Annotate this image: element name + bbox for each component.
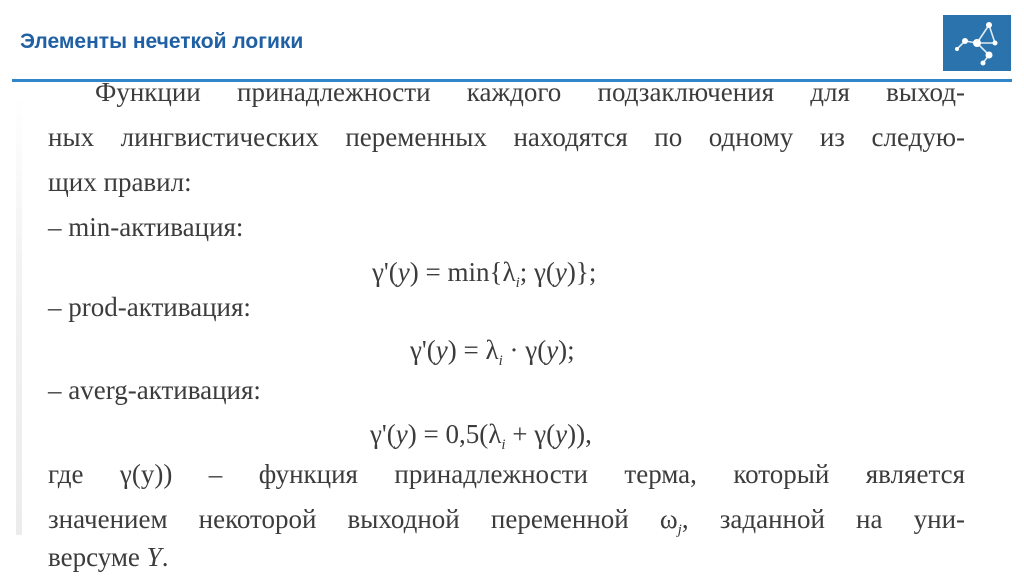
paragraph-line: значением некоторой выходной переменной $\omega_j$, заданной на уни- <box>48 504 966 538</box>
paragraph-line: Функции принадлежности каждого подзаключения для выход- <box>95 77 965 107</box>
list-item: – min-активация: <box>48 212 244 242</box>
paragraph-line: щих правил: <box>48 167 192 197</box>
formula-averg: $\gamma'(y) = 0,5(\lambda_i + \gamma(y))$, <box>370 419 592 453</box>
paragraph-line: где γ(y)) – функция принадлежности терма, который является <box>48 459 965 489</box>
formula-prod: $\gamma'(y) = \lambda_i \cdot \gamma(y)$; <box>410 335 575 369</box>
list-item: – prod-активация: <box>48 292 251 322</box>
formula-min: $\gamma'(y) = \min\{\lambda_i$; γ(y)}; <box>372 257 597 291</box>
paragraph-line: ных лингвистических переменных находятся по одному из следую- <box>48 122 965 152</box>
slide-title: Элементы нечеткой логики <box>20 30 304 53</box>
paragraph-line: версуме Y. <box>48 542 169 572</box>
list-item: – averg-активация: <box>48 375 261 405</box>
